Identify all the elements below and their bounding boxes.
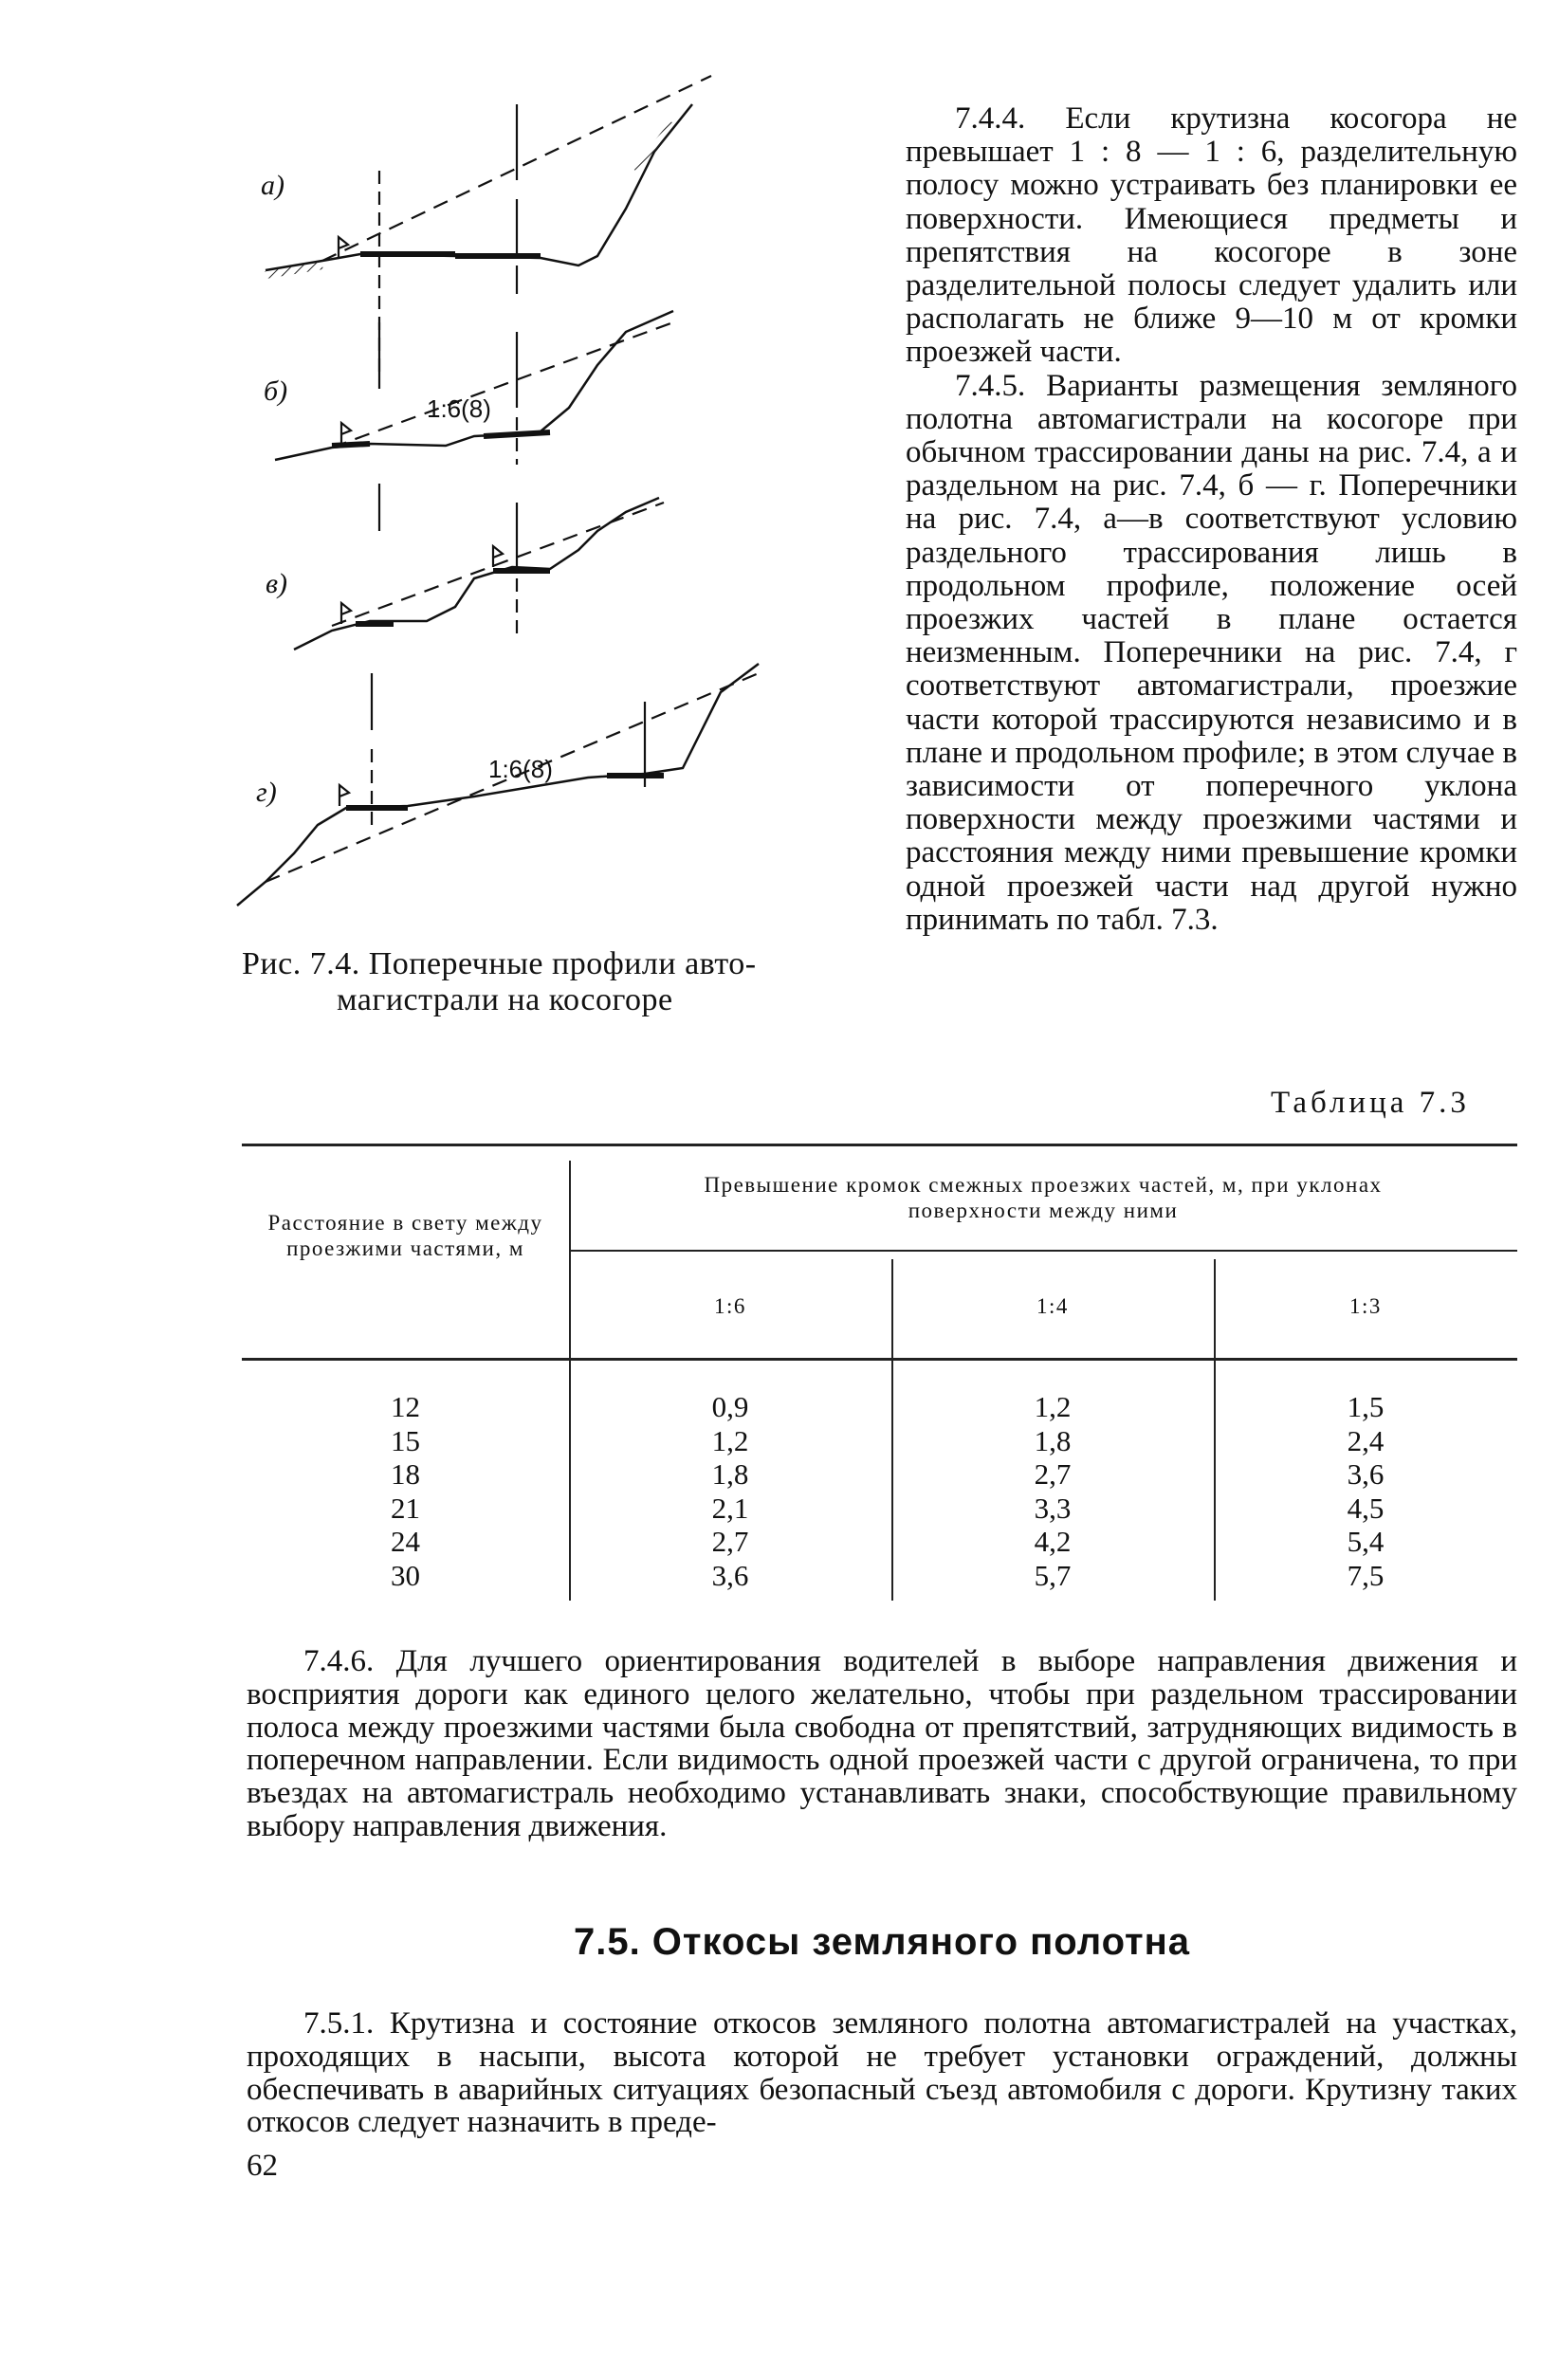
table-cell: 1,8	[1034, 1423, 1072, 1457]
cross-section-figure	[228, 104, 872, 929]
table-cell: 3,3	[1034, 1491, 1072, 1525]
table-cell: 21	[391, 1491, 420, 1525]
subheader-slope-1-4: 1:4	[1036, 1294, 1069, 1318]
table-group-rule	[569, 1250, 1517, 1252]
right-column-text	[906, 102, 1517, 937]
cross-section-drawing	[228, 104, 872, 929]
table-cell: 7,5	[1347, 1558, 1385, 1592]
panel-label-d: г)	[256, 777, 277, 808]
table-cell: 4,5	[1347, 1491, 1385, 1525]
table-cell: 4,2	[1034, 1525, 1072, 1558]
paragraph-7-5-1-block	[247, 2007, 1517, 2139]
paragraph-7-4-5: 7.4.5. Варианты размещения земляного полотна автомагистрали на косогоре при обычном трассировании даны на рис. 7.4, а и раздельном на рис. 7.4, б — г. Поперечники на рис. 7.4, а—в соответствуют условию раздельного трассирования лишь в продольном профиле, положение осей проезжих частей в плане остается неизменным. Поперечники на рис. 7.4, г соответствуют автомагистрали, проезжие части которой трассируются независимо и в плане и продольном профиле; в этом случае в зависимости от поперечного уклона поверхности между проезжими частями и расстояния между ними превышение кромки одной проезжей части над другой нужно принимать по табл. 7.3.	[906, 368, 1517, 937]
table-cell: 12	[391, 1390, 420, 1423]
slope-1-6-column	[569, 1390, 891, 1592]
column-header-distance: Расстояние в свету между проезжими частями, м	[267, 1211, 543, 1260]
profile-panel-d	[237, 664, 759, 906]
figure-caption	[242, 946, 887, 1018]
paragraph-7-5-1: 7.5.1. Крутизна и состояние откосов земляного полотна автомагистралей на участках, проходящих в насыпи, высота которой не требует установки ограждений, должны обеспечивать в аварийных ситуациях безопасный съезд автомобиля с дороги. Крутизну таких откосов следует назначить в преде-	[247, 2006, 1517, 2140]
table-cell: 2,4	[1347, 1423, 1385, 1457]
profile-panel-a	[261, 76, 711, 389]
caption-line-2: магистрали на косогоре	[337, 982, 673, 1017]
table-cell: 0,9	[711, 1390, 749, 1423]
table-title: Таблица 7.3	[1271, 1086, 1470, 1120]
slope-label-d: 1:6(8)	[488, 755, 553, 783]
slope-1-3-column	[1214, 1390, 1517, 1592]
table-cell: 2,7	[1034, 1457, 1072, 1491]
slope-1-4-column	[891, 1390, 1214, 1592]
subheader-slope-1-6: 1:6	[714, 1294, 746, 1318]
caption-line-1: Рис. 7.4. Поперечные профили авто-	[242, 946, 757, 981]
section-heading: 7.5. Откосы земляного полотна	[573, 1921, 1191, 1963]
profile-panel-b	[264, 311, 673, 465]
slope-label-b: 1:6(8)	[427, 394, 491, 423]
table-cell: 1,2	[711, 1423, 749, 1457]
panel-label-c: в)	[266, 568, 288, 599]
paragraph-7-4-6: 7.4.6. Для лучшего ориентирования водителей в выборе направления движения и восприятия дороги как единого целого желательно, чтобы при раздельном трассировании полоса между проезжими частями была свободна от препятствий, затрудняющих видимость в поперечном направлении. Если видимость одной проезжей части с другой ограничена, то при въездах на автомагистраль необходимо устанавливать знаки, способствующие правильному выбору направления движения.	[247, 1644, 1517, 1843]
table-cell: 1,2	[1034, 1390, 1072, 1423]
table-cell: 3,6	[1347, 1457, 1385, 1491]
panel-label-a: а)	[261, 170, 284, 201]
table-top-rule	[242, 1144, 1517, 1146]
table-cell: 24	[391, 1525, 420, 1558]
table-cell: 2,1	[711, 1491, 749, 1525]
table-cell: 1,8	[711, 1457, 749, 1491]
page-number: 62	[247, 2149, 278, 2183]
distance-column	[242, 1390, 569, 1592]
table-cell: 5,7	[1034, 1558, 1072, 1592]
table-cell: 30	[391, 1558, 420, 1592]
column-group-header: Превышение кромок смежных проезжих частей, м, при уклонах поверхности между ними	[704, 1173, 1383, 1222]
table-cell: 1,5	[1347, 1390, 1385, 1423]
table-cell: 15	[391, 1423, 420, 1457]
table-7-3	[242, 1144, 1517, 1618]
table-cell: 18	[391, 1457, 420, 1491]
table-cell: 3,6	[711, 1558, 749, 1592]
table-cell: 5,4	[1347, 1525, 1385, 1558]
subheader-slope-1-3: 1:3	[1349, 1294, 1382, 1318]
paragraph-7-4-4: 7.4.4. Если крутизна косогора не превышает 1 : 8 — 1 : 6, разделительную полосу можно устраивать без планировки ее поверхности. Имеющиеся предметы и препятствия на косогоре в зоне разделительной полосы следует удалить или располагать не ближе 9—10 м от кромки проезжей части.	[906, 101, 1517, 370]
panel-label-b: б)	[264, 375, 288, 407]
table-header-rule	[242, 1358, 1517, 1361]
profile-panel-c	[266, 484, 664, 650]
table-cell: 2,7	[711, 1525, 749, 1558]
paragraph-7-4-6-block	[247, 1645, 1517, 1843]
